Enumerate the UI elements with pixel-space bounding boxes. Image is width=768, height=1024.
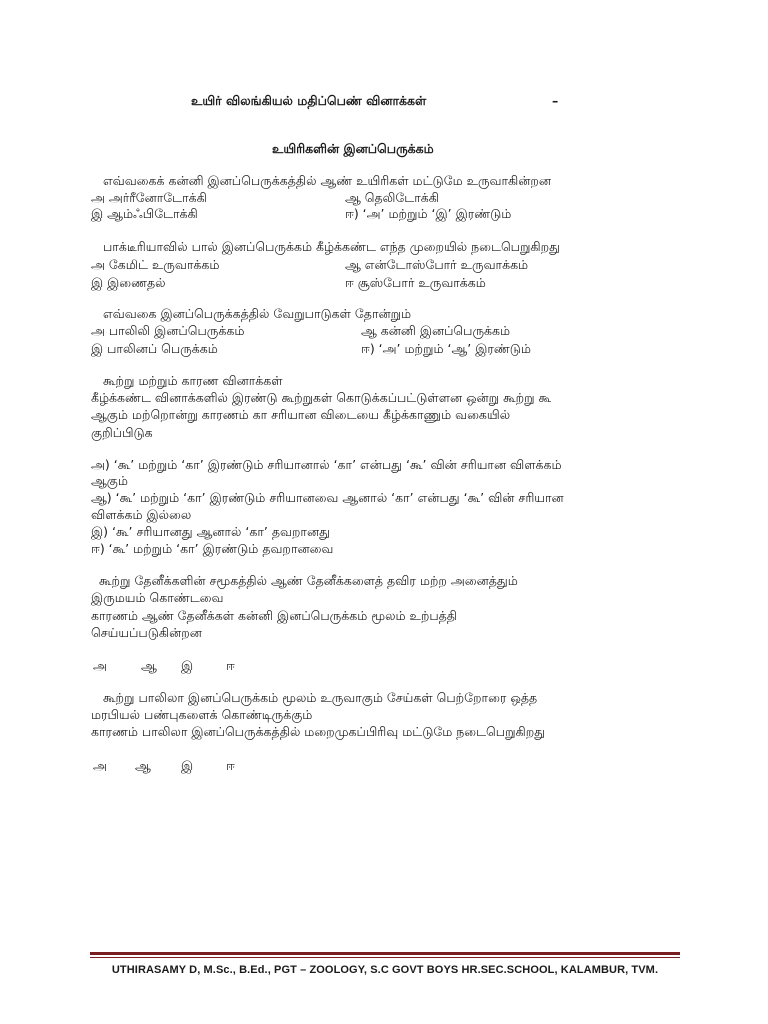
footer-divider-thin — [90, 957, 680, 958]
q4-option-b: ஆ — [141, 658, 157, 673]
q3-option-d: ஈ) ‘அ’ மற்றும் ‘ஆ’ இரண்டும் — [361, 341, 531, 356]
q5-assertion-line-2: மரபியல் பண்புகளைக் கொண்டிருக்கும் — [91, 707, 313, 722]
q4-reason-line-2: செய்யப்படுகின்றன — [91, 625, 202, 640]
answer-key-a-line-1: அ) ‘கூ’ மற்றும் ‘கா’ இரண்டும் சரியானால் ‘கா’ என்பது ‘கூ’ வின் சரியான விளக்கம் — [91, 457, 562, 472]
assertion-intro-line-2: ஆகும் மற்றொன்று காரணம் கா சரியான விடையை கீழ்க்காணும் வகையில் — [91, 407, 511, 422]
q1-option-b: ஆ தெலிடோக்கி — [345, 190, 439, 205]
answer-key-b-line-2: விளக்கம் இல்லை — [91, 507, 192, 522]
q4-reason-line-1: காரணம் ஆண் தேனீக்கள் கன்னி இனப்பெருக்கம் மூலம் உற்பத்தி — [91, 608, 458, 623]
q4-assertion-line-1: கூற்று தேனீக்களின் சமூகத்தில் ஆண் தேனீக்களைத் தவிர மற்ற அனைத்தும் — [99, 573, 518, 588]
q5-option-a: அ — [93, 758, 107, 773]
assertion-intro-line-3: குறிப்பிடுக — [91, 425, 153, 440]
q4-option-c: இ — [181, 658, 194, 673]
q4-option-d: ஈ — [226, 658, 235, 673]
q4-assertion-line-2: இருமயம் கொண்டவை — [91, 590, 224, 605]
answer-key-b-line-1: ஆ) ‘கூ’ மற்றும் ‘கா’ இரண்டும் சரியானவை ஆனால் ‘கா’ என்பது ‘கூ’ வின் சரியான — [91, 490, 564, 505]
q1-option-a: அ அர்ரீனோடோக்கி — [91, 190, 207, 205]
q5-option-c: இ — [181, 758, 194, 773]
q3-option-b: ஆ கன்னி இனப்பெருக்கம் — [361, 323, 511, 338]
q5-option-b: ஆ — [135, 758, 151, 773]
assertion-intro-line-1: கீழ்க்கண்ட வினாக்களில் இரண்டு கூற்றுகள் கொடுக்கப்பட்டுள்ளன ஒன்று கூற்று கூ — [91, 390, 552, 405]
q3-option-a: அ பாலிலி இனப்பெருக்கம் — [91, 323, 245, 338]
q2-option-d: ஈ சூஸ்போர் உருவாக்கம் — [345, 275, 486, 290]
q5-assertion-line-1: கூற்று பாலிலா இனப்பெருக்கம் மூலம் உருவாகும் சேய்கள் பெற்றோரை ஒத்த — [103, 690, 538, 705]
question-2: பாக்டீரியாவில் பால் இனப்பெருக்கம் கீழ்க்கண்ட எந்த முறையில் நடைபெறுகிறது — [103, 239, 561, 254]
question-3: எவ்வகை இனப்பெருக்கத்தில் வேறுபாடுகள் தோன்றும் — [103, 306, 412, 321]
q1-option-d: ஈ) ‘அ’ மற்றும் ‘இ’ இரண்டும் — [345, 206, 512, 221]
page-title: உயிர் விலங்கியல் மதிப்பெண் வினாக்கள் — [191, 93, 427, 108]
page-subtitle: உயிரிகளின் இனப்பெருக்கம் — [272, 141, 434, 156]
q2-option-c: இ இணைதல் — [91, 275, 166, 290]
answer-key-d: ஈ) ‘கூ’ மற்றும் ‘கா’ இரண்டும் தவறானவை — [91, 541, 334, 556]
footer-divider — [90, 952, 680, 955]
title-dash: – — [552, 93, 559, 108]
answer-key-c: இ) ‘கூ’ சரியானது ஆனால் ‘கா’ தவறானது — [91, 524, 330, 539]
q3-option-c: இ பாலினப் பெருக்கம் — [91, 341, 218, 356]
q5-reason-line-1: காரணம் பாலிலா இனப்பெருக்கத்தில் மறைமுகப்பிரிவு மட்டுமே நடைபெறுகிறது — [91, 724, 546, 739]
q5-option-d: ஈ — [226, 758, 235, 773]
footer-author-line: UTHIRASAMY D, M.Sc., B.Ed., PGT – ZOOLOGY, S.C GOVT BOYS HR.SEC.SCHOOL, KALAMBUR, TVM. — [111, 964, 659, 976]
q2-option-a: அ கேமிட் உருவாக்கம் — [91, 257, 220, 272]
q4-option-a: அ — [93, 658, 107, 673]
answer-key-a-line-2: ஆகும் — [91, 473, 128, 488]
question-1: எவ்வகைக் கன்னி இனப்பெருக்கத்தில் ஆண் உயிரிகள் மட்டுமே உருவாகின்றன — [103, 173, 552, 188]
q2-option-b: ஆ என்டோஸ்போர் உருவாக்கம் — [345, 257, 529, 272]
q1-option-c: இ ஆம்ஃபிடோக்கி — [91, 206, 198, 221]
assertion-heading: கூற்று மற்றும் காரண வினாக்கள் — [103, 373, 283, 388]
